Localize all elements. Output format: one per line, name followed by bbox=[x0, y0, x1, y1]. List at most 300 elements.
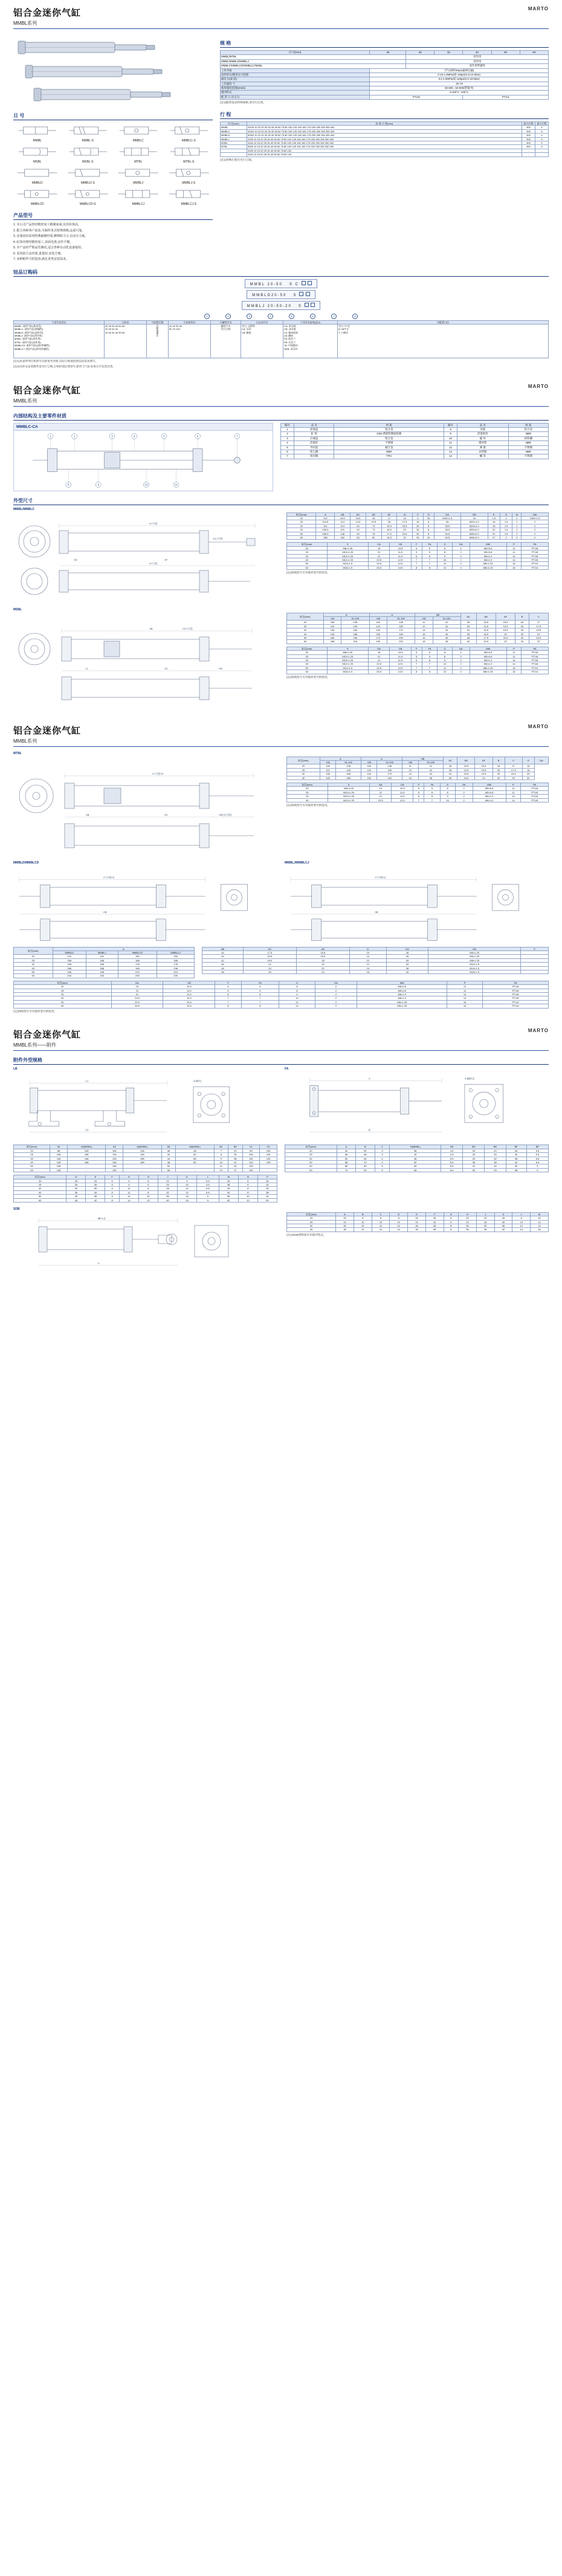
model-item: MSBL bbox=[13, 144, 62, 164]
dim-header-row: 缸径(mm) DA CB F FA G GA MM P PA bbox=[14, 981, 549, 984]
dim-drawing-mtbl bbox=[13, 757, 279, 856]
order-note-1: (注1)本表所列订购型号仅供参考对照,实际订购请依照实际需求填写。 bbox=[13, 359, 99, 363]
spec-col-head: 40 bbox=[463, 51, 491, 55]
spec-col-head: 20 bbox=[370, 51, 406, 55]
dim-mmbld-table-1 bbox=[13, 947, 195, 978]
order-col-head: ①型号及形式 bbox=[14, 320, 105, 324]
page-title: 铝合金迷你气缸 bbox=[13, 385, 82, 396]
table-row: MTBL 5063 10 15 20 25 30 40 50 60 75 80 100 125 150 160 175 200 250 300 350 400 300 5 bbox=[221, 145, 549, 149]
accessory-lb-table-2 bbox=[13, 1175, 277, 1202]
table-row: MMBLC 32/40 10 15 20 25 30 40 50 60 75 80 100 125 150 160 175 200 250 300 350 400 300 5 bbox=[221, 129, 549, 133]
order-code-index-row bbox=[204, 314, 358, 319]
acc-header-row: 缸径(mm) D E F G H J K L M N P bbox=[14, 1175, 277, 1179]
table-row: 20 19 10.5 5 5 8 2 M5×0.8 11 PT1/8 bbox=[14, 985, 549, 989]
table-row bbox=[14, 324, 549, 358]
table-row: 25 21 11.5 5 5 8 2 M5×0.8 11 PT1/8 bbox=[14, 989, 549, 992]
svg-text:4-ØP孔: 4-ØP孔 bbox=[193, 1079, 202, 1083]
order-col-head: ②缸径 bbox=[105, 320, 147, 324]
dim-msbl-table-2 bbox=[286, 647, 549, 674]
svg-text:A+行程: A+行程 bbox=[149, 561, 158, 565]
header-rule bbox=[13, 406, 549, 407]
table-row: 50 M14×1.5 23.5 12.5 7 7 11 2 M8×1.25 16 PT1/4 bbox=[287, 666, 549, 670]
table-row: 50 166.5 148 49 78 17.5 20.5 30 8 30.5 M30×2.0 22 1.5 2 2 bbox=[287, 532, 549, 535]
table-row: 40 M12×1.25 23.5 12.5 7 7 10 2 M6×1.0 14 PT1/8 bbox=[287, 558, 549, 561]
table-row: 40 23.5 12.5 7 7 10 2 M6×1.0 14 PT1/8 bbox=[14, 996, 549, 1000]
table-row: 40 146 186 150 190 16 46 55 16.5 20 30 20 30 bbox=[287, 776, 549, 780]
table-row: 46 22 20 12 34 M10×1.5 bbox=[202, 963, 549, 966]
svg-text:AF: AF bbox=[164, 558, 168, 561]
svg-text:AC+行程: AC+行程 bbox=[213, 537, 223, 540]
accessory-label-sdb: SDB bbox=[13, 1207, 20, 1211]
page-header-3 bbox=[13, 718, 549, 744]
acc-header-row: 缸径(mm) A B C D E F G H J K L M bbox=[287, 1212, 549, 1216]
table-row: 25 108 138 115 145 40 52 8 25 100 115 bbox=[14, 1153, 277, 1157]
table-row: MMBLJ 2025 10 15 20 25 30 40 50 60 75 80 100 125 150 160 175 200 250 300 350 400 300 5 bbox=[221, 137, 549, 141]
feature-item: 1. 本公司产品皆经精密加工精制而成,实用价值高。 bbox=[13, 223, 81, 227]
table-row: 6 防尘圈 NBR 13 O型圈 NBR bbox=[281, 450, 549, 454]
accessory-label-lb: LB bbox=[13, 1067, 18, 1071]
page-subtitle: MMBL系列——附件 bbox=[13, 1042, 57, 1048]
table-row: 25 119 149 120 150 12 42 45 14.5 19.5 26 17.5 16 bbox=[287, 768, 549, 772]
section-stroke: 行 程 bbox=[220, 111, 549, 119]
feature-item: 2. 配合各种客户需求,可制作各式特殊规格,品质可靠。 bbox=[13, 228, 85, 233]
svg-text:AD: AD bbox=[219, 667, 222, 670]
order-col-head: ③缸程行程 bbox=[147, 320, 169, 324]
table-row: 63 186 216 190 220 18 48 62 19.5 22 34 22 bbox=[287, 640, 549, 644]
dim-mtbl-table-2 bbox=[286, 783, 549, 802]
table-row: 使用速度范围(mm/s) 50-800 , 50-800(带缓冲) bbox=[221, 86, 549, 91]
accessory-fa-table bbox=[285, 1144, 549, 1172]
order-col-head: ⑥自动开关 bbox=[241, 320, 283, 324]
dim-header-row: 缸径(mm) A U AB AC AD AF B C D DA bbox=[287, 757, 549, 760]
svg-text:AB: AB bbox=[86, 813, 89, 816]
feature-item: 7. 多种附件可供选用,满足各类安装需求。 bbox=[13, 257, 69, 261]
table-row: 44 17.5 15.5 10 26 M5×1.25 bbox=[202, 951, 549, 955]
table-row: 25 24 10 10 10 22 42 6 24 26 30 10 12 bbox=[287, 1220, 549, 1224]
dim-subheader-row: <50 51-100 <50 51-100 <50 51-100 bbox=[287, 617, 549, 621]
spec-col-head: 63 bbox=[520, 51, 548, 55]
table-row: 46 24 22 14 38 M14×1.5 bbox=[202, 966, 549, 970]
svg-text:AB: AB bbox=[103, 910, 107, 914]
inner-parts-label: MMBLC-CA bbox=[13, 423, 273, 431]
table-row: 工作介质 空气(须经40μm滤网过滤) bbox=[221, 68, 549, 73]
page-title: 铝合金迷你气缸 bbox=[13, 1030, 82, 1041]
svg-text:6: 6 bbox=[196, 434, 199, 438]
section-symbol: 旦 号 bbox=[13, 112, 213, 120]
section-order-code: 钮品订购码 bbox=[13, 269, 549, 277]
section-inner-parts: 内部结构及主要零件材质 bbox=[13, 413, 549, 421]
table-row: 44 19.5 15.5 10 26 M5×1.25 bbox=[202, 955, 549, 958]
table-row: 20 20 8 8 8 18 36 5 20 22 26 8 10 bbox=[287, 1216, 549, 1220]
svg-text:AC: AC bbox=[164, 667, 168, 670]
table-row: 25 119 149 120 150 12 42 45 14.5 19.5 26 17.5 bbox=[287, 624, 549, 628]
parts-header-row: 编号 品 名 材 质 编号 品 名 材 质 bbox=[281, 423, 549, 427]
table-row: 工作温度 ℃ -20-70 bbox=[221, 82, 549, 86]
spec-col-head: 25 bbox=[406, 51, 434, 55]
table-row: MMBLD 50/63 10 15 20 25 30 40 50 60 75 80 100 125 150 160 175 200 250 300 350 400 300 5 bbox=[221, 134, 549, 137]
table-row: 25 M10×1.25 21 11.5 5 5 8 2 M5×0.8 11 PT1/8 bbox=[287, 550, 549, 554]
table-row: 20 98 128 105 135 36 48 7 22 90 105 bbox=[14, 1149, 277, 1152]
code-index: 5 bbox=[289, 314, 294, 319]
page-title: 铝合金迷你气缸 bbox=[13, 8, 82, 18]
model-item: MSBL-S bbox=[64, 144, 112, 164]
model-item: MTBL-S bbox=[165, 144, 213, 164]
table-row: 50 196 196 210 210 bbox=[14, 970, 195, 974]
table-row: 50 40 38 8 14 10 36 16 9 56 10 44 bbox=[14, 1195, 277, 1198]
table-row: 25 46 56 3 40 4.5 24 26 30 5.5 bbox=[285, 1153, 549, 1157]
table-row: 25 M10×1.25 21 11.5 5 5 8 2 M5×0.8 11 PT1/8 bbox=[287, 790, 549, 794]
svg-text:A3: A3 bbox=[85, 1129, 89, 1132]
table-row: 20 25 24 5 9 6 22 9 5.5 34 6 26 bbox=[14, 1179, 277, 1183]
table-row: 32 M10×1.25 21 11.5 6 6 9 2 M6×1.0 14 PT1/8 bbox=[287, 658, 549, 662]
page-subtitle: MMBL系列 bbox=[13, 21, 37, 26]
page-4 bbox=[0, 1022, 562, 1275]
model-item: MMBLC bbox=[114, 123, 163, 143]
svg-text:10: 10 bbox=[144, 483, 148, 486]
code-blank-box bbox=[311, 303, 315, 307]
product-feature-list bbox=[13, 222, 213, 263]
dim-subheader-row: <50 51-100 <50 51-100 <50 51-100 bbox=[287, 761, 549, 764]
table-row: 32 30 12 12 12 26 48 8 30 32 36 12 14 bbox=[287, 1224, 549, 1228]
spec-col-head: 50 bbox=[491, 51, 520, 55]
order-col6-cell: 空白: 无附件 CA: 耳环 CB: 脚座 bbox=[241, 324, 283, 358]
table-row: 32 136 166 140 170 14 44 51 15.5 19.5 30 19.5 bbox=[287, 628, 549, 632]
order-code-table bbox=[13, 320, 549, 358]
svg-text:9: 9 bbox=[97, 483, 99, 486]
svg-text:A+行程×2: A+行程×2 bbox=[152, 772, 164, 775]
dim-header-row: 缸径(mm) A AB AC AD AF B C D DA DB E G M MA bbox=[287, 512, 549, 516]
table-row: MMBLC/MMBLCD/MMBLCJ/MSBL 双作用带磁性 bbox=[221, 64, 549, 68]
svg-text:AD: AD bbox=[74, 558, 77, 561]
order-col1-cell: MMBL: 迷你气缸(基本型) MMBLC: 迷你气缸(带磁性) MMBLD: 迷你气缸(双杆型) MMBLJ: 迷你气缸(带导杆) MSBL: 迷你气缸(单作用) MTBL: 迷你气缸(双作用) MMBLCD: 迷你气缸(双杆带磁性) MMBLCJ: 迷你气缸(带导杆磁性) bbox=[14, 324, 105, 358]
svg-text:AC: AC bbox=[164, 813, 168, 816]
table-row: 63 185 162 53 82 19.5 22 34 10 34.5 M30×2.0 27 2 2 2 bbox=[287, 536, 549, 540]
table-row: 3 后端盖 铝合金 10 磁 环 钕铁硼 bbox=[281, 436, 549, 441]
table-row: 20 M8×1.25 19 10.5 5 5 8 2 M5×0.8 11 PT1/8 bbox=[287, 787, 549, 790]
order-code-line: MMBL 20-50 S C bbox=[245, 279, 318, 288]
page-header-2 bbox=[13, 378, 549, 404]
feature-item: 3. 活塞密封采用特殊耐磨材质,摩擦阻力小,启动压力低。 bbox=[13, 234, 88, 238]
svg-text:AB: AB bbox=[149, 627, 153, 630]
dim-header-row: 缸径(mm) A bbox=[14, 947, 195, 951]
svg-text:A+行程: A+行程 bbox=[149, 521, 158, 525]
model-item: MMBL-S bbox=[64, 123, 112, 143]
svg-text:1: 1 bbox=[50, 434, 51, 438]
spec-table bbox=[220, 50, 549, 100]
page-1 bbox=[0, 0, 562, 369]
order-col3-cell: 行程请指定 bbox=[147, 324, 169, 358]
model-item: MMBLD-S bbox=[64, 165, 112, 185]
table-row: 32 32 30 6 11 8 28 12 6.6 44 8 34 bbox=[14, 1187, 277, 1190]
code-blank-box bbox=[308, 281, 312, 285]
table-row: 63 26.5 13.5 8 8 12 2 M8×1.25 16 PT1/4 bbox=[14, 1004, 549, 1008]
order-col7-cell: CA: 单耳座 CB: 双耳座 LA: 轴向底座 LB: 脚座 FA: 前法兰 FB: 后法兰 TA: 中间摆动 SDB: 双耳环 bbox=[283, 324, 338, 358]
stroke-col-head: 标 准 行 程(mm) bbox=[247, 122, 522, 126]
table-row: 40 M12×1.25 23.5 12.5 7 7 10 2 M6×1.0 14 PT1/8 bbox=[287, 798, 549, 802]
accessory-drawing-sdb bbox=[13, 1212, 279, 1276]
table-row: 42 19.5 18 12 34 M8×1.25 bbox=[202, 958, 549, 962]
table-row: MMBL 20/25 10 15 20 25 30 40 50 60 75 80 100 125 150 160 175 200 250 300 350 400 300 5 bbox=[221, 126, 549, 129]
model-item: MMBLCJ bbox=[114, 186, 163, 206]
dim-msbl-note: (注)斜线型号另有缓冲型可供选用。 bbox=[286, 675, 330, 679]
table-row: 63 148 - 155 - 56 - 12 37 140 - bbox=[14, 1168, 277, 1172]
table-row: 20 M8×1.25 19 10.5 5 5 8 2 M5×0.8 11 PT1/8 bbox=[287, 651, 549, 654]
table-row: 20 42 52 3 36 4.5 20 22 26 5.5 bbox=[285, 1149, 549, 1152]
header-rule bbox=[13, 1050, 549, 1051]
accessory-sdb-table bbox=[286, 1212, 549, 1232]
code-blank-box bbox=[299, 292, 303, 296]
table-row: 20 M8×1.25 19 10.5 5 5 8 2 M5×0.8 11 PT1/8 bbox=[287, 546, 549, 550]
table-row: MSBL 3240 10 15 20 25 30 40 50 60 75 80 100 125 150 160 175 200 250 300 350 400 300 5 bbox=[221, 141, 549, 144]
page-3 bbox=[0, 718, 562, 1014]
svg-text:4-ØBF孔: 4-ØBF孔 bbox=[464, 1077, 475, 1080]
header-rule bbox=[13, 746, 549, 747]
table-row: 1 前端盖 铝合金 8 活塞 铝合金 bbox=[281, 428, 549, 432]
dim-mmbld-table-ab bbox=[202, 947, 549, 975]
svg-text:2: 2 bbox=[73, 434, 76, 438]
table-row: 25 158 158 168 168 bbox=[14, 958, 195, 962]
table-row: 32 21 11.5 6 6 9 2 M6×1.0 14 PT1/8 bbox=[14, 992, 549, 996]
table-row: 40 58 72 4 52 5.5 36 38 42 6.6 bbox=[285, 1160, 549, 1164]
header-rule bbox=[13, 28, 549, 29]
page-header bbox=[13, 0, 549, 27]
order-col4-cell: 10 20 30 40 50 75 100 bbox=[169, 324, 211, 358]
table-row: 40 36 14 14 14 30 56 8 36 38 42 14 16 bbox=[287, 1228, 549, 1232]
table-row: 40 186 186 198 198 bbox=[14, 966, 195, 970]
brand-logo: MARTO bbox=[528, 1028, 549, 1034]
feature-item: 4. 缸筒内壁经精密加工,表面光滑,动作平顺。 bbox=[13, 240, 73, 244]
table-row: 3240 10 15 20 25 30 40 50 60 75 80 100 - - bbox=[221, 153, 549, 157]
table-row: 32 141 114 44 73 15.5 19.5 30 6 28.5 M26×2.0 18 1.5 2 2 bbox=[287, 524, 549, 528]
model-item: MMBLJ-S bbox=[165, 165, 213, 185]
dim-caption-mtbl: MTBL bbox=[13, 751, 22, 755]
table-row: 20 141 141 150 150 bbox=[14, 955, 195, 958]
table-row: 48 26 24 16 42 M16×1.5 bbox=[202, 970, 549, 974]
feature-item: 6. 采用铝合金材质,重量轻,安装方便。 bbox=[13, 251, 64, 256]
table-row: 20 106 136 118 148 11 41 46 15.5 15.5 18 17 bbox=[287, 621, 549, 624]
table-row: MMBL/MMBLD/MMBLJ 双作用 bbox=[221, 59, 549, 63]
table-row: 7 密封圈 TPU 14 螺 母 不锈钢 bbox=[281, 454, 549, 459]
dim-mmbl-table-2 bbox=[286, 542, 549, 570]
svg-text:3: 3 bbox=[111, 434, 113, 438]
model-item: MTBL bbox=[114, 144, 163, 164]
table-row: 25 M10×1.25 21 11.5 5 5 8 2 M5×0.8 11 PT1/8 bbox=[287, 654, 549, 658]
table-row: 25 28 26 5 9 6 25 10 5.5 38 6 30 bbox=[14, 1183, 277, 1186]
order-code-line: MMBLJ 20-50-20 S bbox=[242, 301, 320, 310]
svg-text:4: 4 bbox=[133, 434, 135, 438]
order-col8-cell: 空白: PT牙 N: NPT牙 T: 公制牙 bbox=[338, 324, 549, 358]
model-item: MMBLCD-S bbox=[64, 186, 112, 206]
dim-header-row: 缸径(mm) S DA CB F FA G GA MM P PA bbox=[287, 783, 549, 787]
table-row: 63 45 42 8 14 10 40 18 9 62 10 50 bbox=[14, 1198, 277, 1202]
page-2 bbox=[0, 378, 562, 709]
inner-parts-table bbox=[280, 423, 549, 459]
dim-mmbl-table-1 bbox=[286, 512, 549, 540]
model-item: MMBLJ bbox=[114, 165, 163, 185]
table-row: 40 128 158 135 165 48 60 10 31 120 135 bbox=[14, 1160, 277, 1164]
table-row: 32 M10×1.25 21 11.5 6 6 9 2 M6×1.0 14 PT1/8 bbox=[287, 795, 549, 798]
stroke-note: (注1)特殊行程可另行订制。 bbox=[220, 158, 254, 161]
dim-header-row: 缸径(mm) A U AB AC AD AF B C bbox=[287, 613, 549, 616]
table-row: 40 M12×1.25 23.5 12.5 7 7 10 2 M6×1.0 14 PT1/8 bbox=[287, 662, 549, 666]
order-col5-cell: 磁性开关 另行订购 bbox=[211, 324, 241, 358]
order-col-head: ⑤磁性开关 bbox=[211, 320, 241, 324]
dim-header-row: 缸径(mm) S CA CB F FA G GA MM P PA bbox=[287, 543, 549, 546]
svg-text:A+行程×2: A+行程×2 bbox=[374, 875, 386, 879]
svg-text:A1: A1 bbox=[85, 1079, 89, 1083]
code-index: 8 bbox=[352, 314, 358, 319]
order-col-head: ⑦耳环及安装(注2) bbox=[283, 320, 338, 324]
table-row: 63 74 90 5 68 6.6 50 53 58 9 bbox=[285, 1168, 549, 1172]
brand-logo: MARTO bbox=[528, 723, 549, 729]
code-blank-box bbox=[302, 281, 306, 285]
order-note-2: (注2)耳环及安装附件需另行订购,订购时请注明型号,附件与气缸本体分开包装出货。 bbox=[13, 364, 115, 368]
accessory-label-fa: FA bbox=[285, 1067, 289, 1071]
table-row: 20 106 136 118 148 11 41 46 15.5 15.5 18 17 16 bbox=[287, 764, 549, 768]
table-row: 32 136 166 140 170 14 44 51 15.5 19.5 30 19.5 30 bbox=[287, 772, 549, 776]
section-product-list: 产品型号 bbox=[13, 212, 213, 220]
svg-text:U: U bbox=[86, 667, 88, 670]
table-row: 2 缸 筒 345C黄铜管硬质阳极 9 活塞密封 NBR bbox=[281, 432, 549, 436]
spec-header-row bbox=[221, 51, 549, 55]
model-item: MMBLCD bbox=[13, 186, 62, 206]
brand-logo: MARTO bbox=[528, 6, 549, 11]
table-row: 4 活塞杆 不锈钢 11 缓冲垫 NBR bbox=[281, 441, 549, 445]
page-subtitle: MMBL系列 bbox=[13, 398, 37, 404]
accessory-sdb-note: (注1)SDB型附座另有缓冲型式。 bbox=[286, 1233, 326, 1236]
page-subtitle: MMBL系列 bbox=[13, 738, 37, 744]
dim-caption-mmbl: MMBL/MMBLC bbox=[13, 507, 34, 511]
svg-text:7: 7 bbox=[236, 434, 238, 438]
code-index: 3 bbox=[247, 314, 252, 319]
svg-text:AD(含行程): AD(含行程) bbox=[219, 813, 232, 816]
accessory-drawing-fa bbox=[285, 1072, 549, 1144]
dim-drawing-mmbl bbox=[13, 512, 279, 603]
svg-text:AB: AB bbox=[374, 910, 378, 914]
dim-drawing-mmblj bbox=[285, 866, 549, 944]
dim-caption-msbl: MSBL bbox=[13, 607, 22, 612]
code-blank-box bbox=[306, 292, 310, 296]
code-index: 4 bbox=[268, 314, 273, 319]
table-row: 2025 10 15 20 25 30 40 50 60 75 80 100 - - bbox=[221, 149, 549, 152]
table-row: 40 36 34 6 11 8 32 14 6.6 50 8 38 bbox=[14, 1190, 277, 1194]
table-row: 50 166 196 170 200 16 46 58 17.5 20.5 30 20.5 bbox=[287, 636, 549, 640]
stroke-col-head: 最小行程 bbox=[535, 122, 549, 126]
spec-col-head: 内 径(mm) bbox=[221, 51, 370, 55]
accessory-drawing-lb bbox=[13, 1072, 277, 1144]
model-symbol-grid bbox=[13, 123, 213, 206]
table-row: 50 66 80 5 60 6.6 42 45 50 9 bbox=[285, 1164, 549, 1168]
svg-text:B: B bbox=[369, 1129, 370, 1132]
section-spec: 规 格 bbox=[220, 40, 549, 48]
table-row: 缓冲形式 0-100°C -100°C bbox=[221, 91, 549, 95]
table-row: 50 138 - 145 - 52 - 11 34 130 - bbox=[14, 1164, 277, 1168]
stroke-col-head: 最大行程 bbox=[522, 122, 535, 126]
table-row: 40 156.5 121 49 73 16.5 20 30 8 28.5 M26×2.0 22 1.5 2 2 bbox=[287, 528, 549, 532]
product-photo-group bbox=[13, 34, 213, 106]
table-row: 40 146 186 150 190 16 46 55 16.5 20 30 20 bbox=[287, 632, 549, 636]
acc-header-row: 缸径(mm) A1 A2(MSBL) A3 A4(MSBL) A5 A6(MSBL) B1 B2 C1 C2 bbox=[14, 1145, 277, 1149]
code-index: 2 bbox=[225, 314, 231, 319]
accessory-lb-table-1 bbox=[13, 1144, 277, 1172]
table-row: 25 119.5 114 14.5 19.5 26 17.5 16 6 26 M20×1.5 16 1.5 2 2 bbox=[287, 520, 549, 524]
table-row: 32 118 148 125 155 44 56 9 28 110 125 bbox=[14, 1157, 277, 1160]
table-row: 5 导向套 铜合金 12 弹 簧 不锈钢 bbox=[281, 445, 549, 450]
dim-header-row: AB AC AD D DA DB S bbox=[202, 947, 549, 951]
model-item: MMBLD bbox=[13, 165, 62, 185]
table-row: 20 119 15.5 15.5 18 17 16 5 26 M20×1.5 16 1.5 2 2 M20×1.5 bbox=[287, 517, 549, 520]
dim-mmbl-note: (注)斜线型号另有缓冲型可供选用。 bbox=[286, 571, 330, 575]
table-row: MMBL/MTBL 双作用 bbox=[221, 55, 549, 59]
stroke-col-head: 内 径(mm) bbox=[221, 122, 247, 126]
dim-header-row: 缸径(mm) S DA CB F FA G GA MM P PA bbox=[287, 647, 549, 650]
page-title: 铝合金迷你气缸 bbox=[13, 725, 82, 736]
brand-logo: MARTO bbox=[528, 383, 549, 389]
stroke-table bbox=[220, 121, 549, 157]
table-row: 32 166 166 178 178 bbox=[14, 963, 195, 966]
order-col2-cell: 20 25 32 40 50 63 20 25 32 40 20 25 32 40 50 63 bbox=[105, 324, 147, 358]
table-row: 50 M14×1.5 23.5 12.5 7 7 11 2 M8×1.25 16 PT1/4 bbox=[287, 562, 549, 566]
code-index: 1 bbox=[204, 314, 210, 319]
section-accessory: 附件外型规格 bbox=[13, 1057, 549, 1065]
code-index: 6 bbox=[310, 314, 315, 319]
section-outline: 外型尺寸 bbox=[13, 497, 549, 505]
order-col-head: ⑧配管口径 bbox=[338, 320, 549, 324]
dim-caption-mmbld: MMBLD/MMBLCD bbox=[13, 860, 39, 865]
dim-mmbld-table-2 bbox=[13, 981, 549, 1009]
dim-mtbl-note: (注)斜线型号另有缓冲型可供选用。 bbox=[286, 803, 330, 807]
svg-text:A: A bbox=[369, 1077, 370, 1080]
dim-mmbld-note: (注)斜线型号另有缓冲型可供选用。 bbox=[13, 1009, 57, 1013]
dim-mtbl-table-1 bbox=[286, 757, 549, 780]
dim-caption-mmblj: MMBLJ/MMBLCJ bbox=[285, 860, 309, 865]
dim-drawing-msbl bbox=[13, 613, 279, 709]
table-row: 63 M16×1.5 26.5 13.5 8 8 12 2 M8×1.25 16 PT1/4 bbox=[287, 670, 549, 674]
table-row: 63 216 216 230 230 bbox=[14, 974, 195, 978]
model-item: MMBLC-S bbox=[165, 123, 213, 143]
code-index: 7 bbox=[331, 314, 337, 319]
code-blank-box bbox=[305, 303, 309, 307]
table-row: 32 52 64 4 46 5.5 30 32 36 6.6 bbox=[285, 1157, 549, 1160]
model-item: MMBL bbox=[13, 123, 62, 143]
order-code-block bbox=[13, 279, 549, 320]
svg-text:A+行程×2: A+行程×2 bbox=[103, 875, 115, 879]
dim-subheader-row: MMBLD MMBLJ MMBLCD MMBLCJ bbox=[14, 951, 195, 955]
svg-text:8: 8 bbox=[68, 483, 69, 486]
svg-text:A: A bbox=[98, 1261, 100, 1265]
table-row: 32 M10×1.25 21 11.5 6 6 9 2 M6×1.0 14 PT1/8 bbox=[287, 554, 549, 558]
feature-item: 5. 本产品经严格品管测试,适合各种自动化设备使用。 bbox=[13, 246, 84, 250]
spec-note: (注1)配管需求特殊规格,请另行注明。 bbox=[220, 101, 266, 105]
inner-parts-drawing bbox=[13, 431, 273, 491]
svg-text:11: 11 bbox=[175, 483, 178, 486]
dim-drawing-mmbld bbox=[13, 866, 277, 944]
table-row: 动作形式/使用压力范围 0.15-1.0MPa(或-145psi/1.5-10.0bar) bbox=[221, 73, 549, 77]
table-row: 50 23.5 12.5 7 7 11 2 M8×1.25 16 PT1/4 bbox=[14, 1000, 549, 1004]
page-header-4 bbox=[13, 1022, 549, 1048]
acc-header-row: 缸径(mm) A B C D(MMBL) B0 BD BE BF BP bbox=[285, 1145, 549, 1149]
model-item: MMBLCJ-S bbox=[165, 186, 213, 206]
table-row: 配 管 口 径 (口) PT1/8 PT1/4 bbox=[221, 95, 549, 99]
spec-col-head: 32 bbox=[434, 51, 463, 55]
svg-text:5: 5 bbox=[163, 434, 165, 438]
order-col-head: ④安装形式 bbox=[169, 320, 211, 324]
order-code-line: MMBLD20-50 S bbox=[247, 290, 315, 299]
svg-text:AC+行程: AC+行程 bbox=[182, 627, 193, 630]
table-row: 63 M16×1.5 26.5 13.5 8 8 12 2 M8×1.25 16 PT1/4 bbox=[287, 566, 549, 569]
table-row: 耐压力(試 验) 0.2-1.0MPa(或-145psi/2.0-10.0bar) bbox=[221, 77, 549, 82]
dim-msbl-table-1 bbox=[286, 613, 549, 644]
